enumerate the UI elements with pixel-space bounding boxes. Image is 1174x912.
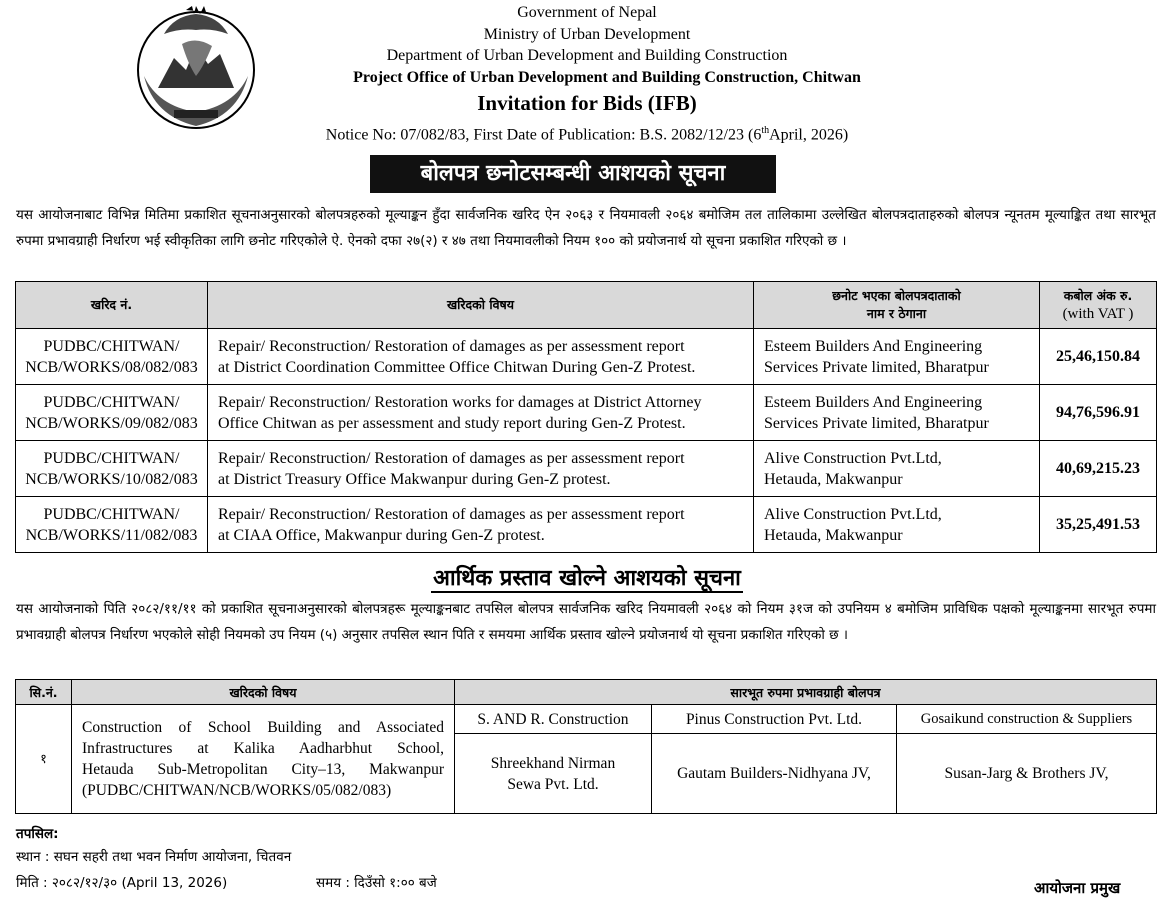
bid-cell: Susan-Jarg & Brothers JV, bbox=[897, 734, 1157, 814]
date-line: मिति : २०८२/१२/३० (April 13, 2026) bbox=[16, 875, 228, 891]
govt-line: Government of Nepal bbox=[517, 4, 657, 21]
department-line: Department of Urban Development and Building Construction bbox=[386, 47, 788, 64]
table-header-row bbox=[16, 282, 1157, 329]
bid-cell: Pinus Construction Pvt. Ltd. bbox=[652, 705, 897, 734]
table-row bbox=[16, 705, 1157, 734]
table-header-row bbox=[16, 680, 1157, 705]
financial-opening-heading: आर्थिक प्रस्ताव खोल्ने आशयको सूचना bbox=[433, 566, 741, 591]
page-title: Invitation for Bids (IFB) bbox=[477, 91, 697, 115]
notice-line: Notice No: 07/082/83, First Date of Publication: B.S. 2082/12/23 (6thApril, 2026) bbox=[325, 125, 849, 144]
row-code: PUDBC/CHITWAN/ NCB/WORKS/09/082/083 bbox=[16, 385, 208, 441]
table-row bbox=[16, 497, 1157, 553]
header-amount: कबोल अंक रु. (with VAT ) bbox=[1040, 282, 1157, 329]
row-subject: Construction of School Building and Associated Infrastructures at Kalika Aadharbhut School, Hetauda Sub-Metropolitan City–13, Makwanpur (PUDBC/CHITWAN/NCB/WORKS/05/082/083) bbox=[72, 705, 455, 814]
row-bidder: Esteem Builders And Engineering Services Private limited, Bharatpur bbox=[754, 385, 1040, 441]
time-line: समय : दिउँसो १:०० बजे bbox=[316, 875, 437, 891]
header-bids: सारभूत रुपमा प्रभावग्राही बोलपत्र bbox=[455, 680, 1157, 705]
selection-notice-paragraph: यस आयोजनाबाट विभिन्न मितिमा प्रकाशित सूचनाअनुसारको बोलपत्रहरुको मूल्याङ्कन हुँदा सार्वजनिक खरिद ऐन २०६३ र नियमावली २०६४ बमोजिम तल तालिकामा उल्लेखित बोलपत्रदाताहरुको बोलपत्र न्यूनतम मूल्याङ्कित तथा सारभूत रुपमा प्रभावग्राही निर्धारण भई स्वीकृतिका लागि छनोट गरिएकोले ऐ. ऐनको दफा २७(२) र ४७ तथा नियमावलीको नियम १०० को प्रयोजनार्थ यो सूचना प्रकाशित गरिएको छ । bbox=[16, 207, 1156, 249]
bid-cell: Shreekhand Nirman Sewa Pvt. Ltd. bbox=[455, 734, 652, 814]
bid-cell: Gosaikund construction & Suppliers bbox=[897, 705, 1157, 734]
header-subject: खरिदको विषय bbox=[208, 282, 754, 329]
signatory: आयोजना प्रमुख bbox=[1034, 879, 1121, 897]
tapsil-label: तपसिल: bbox=[16, 826, 59, 842]
header-code: खरिद नं. bbox=[16, 282, 208, 329]
row-bidder: Alive Construction Pvt.Ltd, Hetauda, Makwanpur bbox=[754, 497, 1040, 553]
row-code: PUDBC/CHITWAN/ NCB/WORKS/10/082/083 bbox=[16, 441, 208, 497]
bids-table bbox=[15, 679, 1157, 814]
selection-table bbox=[15, 281, 1157, 553]
row-code: PUDBC/CHITWAN/ NCB/WORKS/11/082/083 bbox=[16, 497, 208, 553]
row-subject: Repair/ Reconstruction/ Restoration of damages as per assessment report at District Treasury Office Makwanpur during Gen-Z protest. bbox=[208, 441, 754, 497]
financial-opening-paragraph: यस आयोजनाको पिति २०८२/११/११ को प्रकाशित सूचनाअनुसारको बोलपत्रहरू मूल्याङ्कनबाट तपसिल बोलपत्र सार्वजनिक खरिद नियमावली २०६४ को नियम ३१ज को उपनियम ४ बमोजिम प्राविधिक पक्षको मूल्याङ्कनमा सारभूत रुपमा प्रभावग्राही बोलपत्र निर्धारण भएकोले सोही नियमको उप नियम (५) अनुसार तपसिल स्थान पिति र समयमा आर्थिक प्रस्ताव खोल्ने प्रयोजनार्थ यो सूचना प्रकाशित गरिएको छ । bbox=[16, 601, 1156, 643]
row-amount: 94,76,596.91 bbox=[1040, 385, 1157, 441]
row-sn: १ bbox=[16, 705, 72, 814]
place-line: स्थान : सघन सहरी तथा भवन निर्माण आयोजना, चितवन bbox=[16, 849, 292, 865]
table-row bbox=[16, 329, 1157, 385]
row-code: PUDBC/CHITWAN/ NCB/WORKS/08/082/083 bbox=[16, 329, 208, 385]
row-amount: 25,46,150.84 bbox=[1040, 329, 1157, 385]
row-bidder: Esteem Builders And Engineering Services Private limited, Bharatpur bbox=[754, 329, 1040, 385]
row-amount: 40,69,215.23 bbox=[1040, 441, 1157, 497]
row-subject: Repair/ Reconstruction/ Restoration works for damages at District Attorney Office Chitwan as per assessment and study report during Gen-Z Protest. bbox=[208, 385, 754, 441]
header-sn: सि.नं. bbox=[16, 680, 72, 705]
table-row bbox=[16, 385, 1157, 441]
project-office-line: Project Office of Urban Development and Building Construction, Chitwan bbox=[353, 69, 861, 86]
header-bidder: छनोट भएका बोलपत्रदाताको नाम र ठेगाना bbox=[754, 282, 1040, 329]
table-row bbox=[16, 441, 1157, 497]
ministry-line: Ministry of Urban Development bbox=[483, 26, 691, 43]
row-subject: Repair/ Reconstruction/ Restoration of damages as per assessment report at CIAA Office, Makwanpur during Gen-Z protest. bbox=[208, 497, 754, 553]
bid-cell: S. AND R. Construction bbox=[455, 705, 652, 734]
row-subject: Repair/ Reconstruction/ Restoration of damages as per assessment report at District Coordination Committee Office Chitwan During Gen-Z Protest. bbox=[208, 329, 754, 385]
selection-notice-banner: बोलपत्र छनोटसम्बन्धी आशयको सूचना bbox=[370, 155, 776, 193]
row-bidder: Alive Construction Pvt.Ltd, Hetauda, Makwanpur bbox=[754, 441, 1040, 497]
row-amount: 35,25,491.53 bbox=[1040, 497, 1157, 553]
bid-cell: Gautam Builders-Nidhyana JV, bbox=[652, 734, 897, 814]
header-subject: खरिदको विषय bbox=[72, 680, 455, 705]
